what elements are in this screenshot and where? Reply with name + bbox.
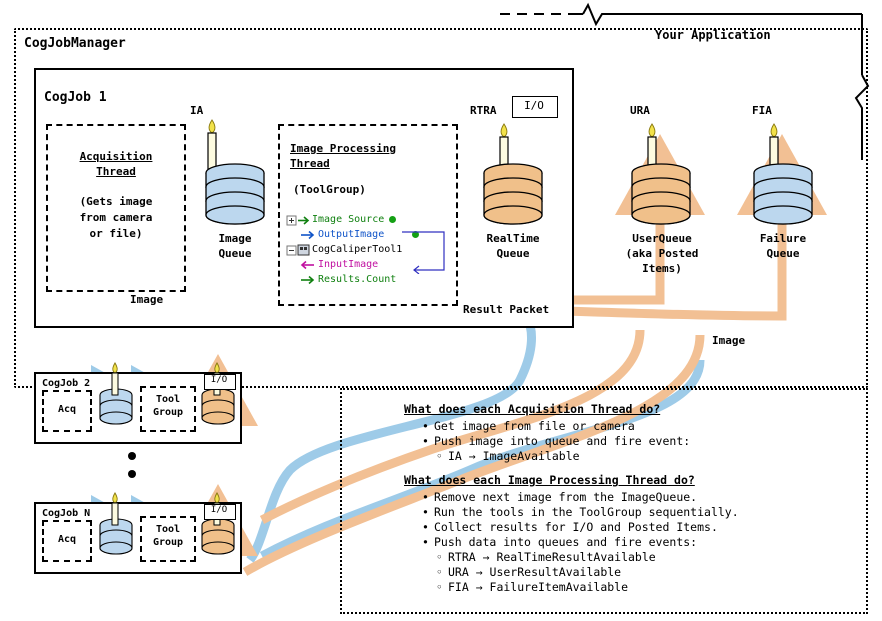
failure-queue-label-2: Queue <box>766 247 800 260</box>
tool-link-connector <box>400 228 450 274</box>
cogjob2-io-label: I/O <box>210 375 228 385</box>
image-label-job1: Image <box>130 293 164 306</box>
your-application-label: Your Application <box>655 28 771 42</box>
ipt-title-1: Image Processing <box>290 142 396 155</box>
acquisition-thread-body-1: (Gets image <box>79 195 153 208</box>
image-label-right: Image <box>712 334 746 347</box>
ia-label: IA <box>190 104 204 117</box>
faq-item: • Push image into queue and fire event: <box>422 434 854 448</box>
acquisition-thread-title: Acquisition <box>79 150 153 163</box>
faq-item: • Remove next image from the ImageQueue. <box>422 490 854 504</box>
cogjobn-io-label: I/O <box>210 505 228 515</box>
ellipsis-dot <box>128 470 136 478</box>
cogjob2-tool-label-1: Tool <box>155 394 181 405</box>
user-queue-label-3: Items) <box>642 262 682 275</box>
faq-item: ◦ IA → ImageAvailable <box>422 449 854 463</box>
tree-label: OutputImage <box>318 229 385 240</box>
cogjob2-ia-event-icon <box>106 362 124 396</box>
acquisition-thread-title-2: Thread <box>96 165 136 178</box>
status-dot <box>389 216 396 223</box>
arrow-right-icon <box>300 228 316 242</box>
cogjob2-tool-label-2: Group <box>152 407 184 418</box>
ipt-title-2: Thread <box>290 157 330 170</box>
faq-question-1: What does each Acquisition Thread do? <box>404 402 661 416</box>
acquisition-thread-body-2: from camera <box>79 211 153 224</box>
plus-box-icon[interactable] <box>286 213 310 227</box>
failure-queue-label-1: Failure <box>759 232 807 245</box>
tree-row[interactable] <box>286 272 456 287</box>
tree-label: Image Source <box>312 214 385 225</box>
rtra-label: RTRA <box>470 104 497 117</box>
user-queue-label-2: (aka Posted <box>625 247 699 260</box>
ipt-subtitle: (ToolGroup) <box>293 183 366 196</box>
realtime-queue-label-2: Queue <box>496 247 530 260</box>
result-packet-label: Result Packet <box>463 303 550 316</box>
tree-label: InputImage <box>318 259 379 270</box>
faq-item: ◦ FIA → FailureItemAvailable <box>422 580 854 594</box>
tree-label: Results.Count <box>318 274 397 285</box>
faq-answer-2-list <box>404 490 854 594</box>
acquisition-thread-body-3: or file) <box>89 227 143 240</box>
faq-answer-1-list <box>404 419 854 463</box>
realtime-queue-label-1: RealTime <box>486 232 540 245</box>
user-queue-label-1: UserQueue <box>632 232 692 245</box>
cogjob2-title: CogJob 2 <box>42 378 91 389</box>
cogjobmanager-title: CogJobManager <box>24 36 126 51</box>
cogjobn-acq-label: Acq <box>57 534 77 545</box>
io-label-job1: I/O <box>524 99 544 112</box>
arrow-right-icon <box>300 273 316 287</box>
faq-item: • Push data into queues and fire events: <box>422 535 854 549</box>
tree-label: CogCaliperTool1 <box>312 244 403 255</box>
cogjobn-ia-event-icon <box>106 492 124 526</box>
cogjobn-title: CogJob N <box>42 508 91 519</box>
faq-item: • Get image from file or camera <box>422 419 854 433</box>
fia-label: FIA <box>752 104 772 117</box>
tree-row[interactable] <box>286 212 456 227</box>
cogjobn-tool-label-1: Tool <box>155 524 181 535</box>
cogjob1-title: CogJob 1 <box>44 90 107 105</box>
realtime-queue-cylinder <box>482 163 544 231</box>
faq-content <box>404 402 854 604</box>
faq-item: • Run the tools in the ToolGroup sequentially. <box>422 505 854 519</box>
user-queue-cylinder <box>630 163 692 231</box>
image-queue-cylinder <box>204 163 266 231</box>
faq-item: • Collect results for I/O and Posted Items. <box>422 520 854 534</box>
faq-item: ◦ RTRA → RealTimeResultAvailable <box>422 550 854 564</box>
cogjobn-tool-label-2: Group <box>152 537 184 548</box>
ura-label: URA <box>630 104 650 117</box>
failure-queue-cylinder <box>752 163 814 231</box>
image-queue-label-2: Queue <box>218 247 252 260</box>
arrow-left-icon <box>300 258 316 272</box>
cogjob2-acq-label: Acq <box>57 404 77 415</box>
tool-box-icon[interactable] <box>286 243 310 257</box>
ellipsis-dot <box>128 452 136 460</box>
image-queue-label-1: Image <box>218 232 252 245</box>
faq-question-2: What does each Image Processing Thread do? <box>404 473 695 487</box>
faq-item: ◦ URA → UserResultAvailable <box>422 565 854 579</box>
